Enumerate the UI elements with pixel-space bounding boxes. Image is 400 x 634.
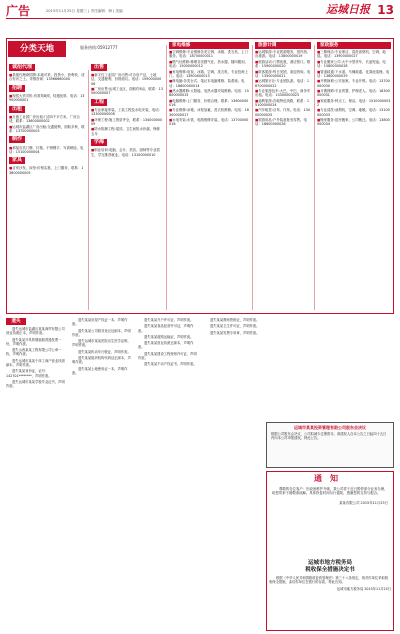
listing-item: [169, 70, 249, 79]
bullet-icon: ■: [169, 59, 173, 64]
bullet-icon: ■: [91, 148, 95, 153]
listing-text: 电脑维修:上门服务，价格合理，联系：13600000016: [169, 98, 249, 107]
bullet-icon: ■: [169, 69, 173, 74]
bullet-icon: ■: [169, 50, 173, 55]
listing-text: 运城市盐湖区厂房出租:交通便利，面积多种，联系：13700000003: [9, 124, 85, 133]
listing-item: [317, 70, 391, 79]
lost-notices-col2: [72, 318, 134, 628]
lost-notice-text: 遗失某某开具的增值税普通发票一份，声明作废。: [6, 337, 62, 346]
notice-body: 尊敬的各位客户：因设备维护升级，我公司将于近日暂停部分业务办理，给您带来不便敬请谅解。具体恢复时间另行通知，感谢您的支持与配合。: [272, 487, 388, 496]
bullet-icon: ■: [91, 117, 95, 122]
lost-notice-text: 遗失某某道路运输证，声明作废。: [144, 334, 194, 339]
shareholder-resolution-ad: [266, 422, 394, 468]
page-number: 13: [377, 3, 394, 17]
category-label: 招聘: [9, 85, 25, 92]
listing-text: 热水器维修:太阳能、电热水器安装维修。电话：15800000015: [169, 88, 249, 98]
listing-item: [91, 118, 163, 127]
listing-text: 万盛工业园厂房出租:门面3千平方米，厂房合适，联系：13600000002: [9, 114, 80, 124]
column-sale: [91, 62, 163, 312]
page-header: [6, 4, 394, 19]
bullet-icon: ■: [91, 108, 95, 112]
category-label: 学海: [91, 139, 107, 146]
listing-item: [255, 79, 311, 88]
listing-item: [91, 148, 163, 157]
bullet-icon: ■: [9, 73, 13, 78]
lost-notices-col3: [138, 318, 200, 628]
listing-text: 家政服务:钟点工、保洁。电话：15100000032: [317, 98, 391, 107]
listing-text: 旅游用品:户外装备批发零售。电话：18600000026: [255, 118, 307, 127]
bullet-icon: ■: [169, 98, 173, 103]
listing-item: [255, 89, 311, 98]
listing-item: [317, 50, 391, 59]
listing-text: 防水防潮工程:屋顶、卫生间防水补漏，保修五年: [91, 127, 160, 136]
listing-text: 旅游活动:门票优惠，酒店预订。联系：15900000020: [255, 59, 311, 69]
lost-notice-text: 遗失运城市某某医院出生医学证明，声明作废。: [72, 339, 131, 348]
listing-item: [255, 70, 311, 79]
bullet-icon: ■: [9, 114, 13, 119]
category-label: 出租: [9, 106, 25, 113]
lost-notice-text: 遗失某某组织机构代码证正副本，声明作废。: [72, 355, 131, 365]
column-appliance-repair: [169, 42, 249, 310]
column-travel: [255, 42, 311, 310]
lost-notice-text: 遗失某某建设工程规划许可证，声明作废。: [138, 351, 197, 360]
lost-notice-text: 遗失某某机动车行驶证，声明作废。: [78, 349, 131, 354]
bullet-icon: ■: [317, 59, 321, 64]
bullet-icon: ■: [255, 59, 259, 64]
lost-notice-text: 遗失某某教师资格证，声明作废。: [210, 318, 260, 322]
listing-item: [317, 99, 391, 108]
listing-text: 搬家服务:居民搬家、公司搬迁。电话：13800000034: [317, 118, 390, 127]
bullet-icon: ■: [255, 79, 259, 84]
listing-text: 运城旅行社:专业团队游。电话：18700000022: [255, 79, 309, 88]
category-label: 诚招代理: [9, 64, 35, 71]
lost-notice-text: 遗失某某身份证，证号：142701********，声明作废。: [6, 369, 52, 378]
lost-notice-text: 遗失运城市盐湖区某某商贸有限公司营业执照正本，声明作废。: [6, 327, 65, 336]
bullet-icon: ■: [317, 79, 321, 84]
listing-text: 现招大货司机:有准驾B照，待遇优厚，电话：13900000001: [9, 94, 85, 103]
bullet-icon: ■: [91, 73, 95, 78]
bullet-icon: ■: [317, 88, 321, 93]
category-header: 旅游计调: [255, 42, 311, 49]
category-label: 工程: [91, 99, 107, 106]
listing-text: 环保工程:施工资质齐全，联系：13400000009: [91, 117, 163, 126]
listing-item: [169, 89, 249, 98]
ad-body: 根据公司股东会决议，公司拟减少注册资本，请债权人自本公告之日起四十五日内向本公司申报债权。特此公告。: [271, 432, 387, 441]
listing-item: [317, 118, 391, 127]
bullet-icon: ■: [9, 94, 13, 99]
category-label: 制作: [9, 136, 25, 143]
bullet-icon: ■: [169, 88, 173, 93]
listing-item: [255, 118, 311, 127]
listing-item: [91, 87, 163, 96]
listing-item: [255, 50, 311, 59]
listing-text: 空调维修:专业维修各类空调、冰箱、洗衣机，上门服务。电话：18700000011: [169, 50, 248, 59]
listing-item: [255, 99, 311, 108]
listing-item: [9, 125, 85, 134]
bullet-icon: ■: [169, 79, 173, 84]
listing-text: 水电安装:水管、电路维修安装。电话：13700000018: [169, 118, 249, 127]
category-label: 出售: [91, 64, 107, 71]
listing-item: [9, 115, 85, 124]
listing-text: 管道疏通:下水道、马桶疏通、化粪池清理。电话：13600000029: [317, 69, 390, 78]
listing-text: 开锁换锁:公安备案，专业开锁。电话：13700000030: [317, 79, 390, 88]
tax-title: 运城市地方税务局 税收保全措施决定书: [305, 560, 355, 573]
listing-item: [9, 166, 85, 175]
listing-text: 修电脑:各类台式、笔记本电脑维修、装系统。电话：18600000014: [169, 79, 245, 88]
listing-item: [255, 60, 311, 69]
listing-item: [91, 127, 163, 136]
lost-notice-text: 遗失某某卫生许可证，声明作废。: [210, 324, 260, 329]
tax-notice: [266, 560, 394, 592]
lost-notice-text: 遗失某某房屋产权证一本，声明作废。: [72, 318, 128, 327]
listing-item: [255, 108, 311, 117]
lost-notice-text: 遗失某某发票专用章，声明作废。: [210, 330, 260, 335]
listing-item: [9, 73, 85, 82]
ad-title: 运城市某某投资管理有限公司股东会决议: [294, 425, 366, 430]
lost-notice-text: 遗失运城市某某学校毕业证书，声明作废。: [6, 379, 65, 389]
lost-notice-text: 遗失某某食品经营许可证，声明作废。: [138, 324, 194, 333]
listing-text: 专业搬家公司:大中小型货车，长途短途。电话：15800000028: [317, 59, 386, 69]
classified-title: 分类天地: [8, 41, 66, 57]
bullet-icon: ■: [317, 69, 321, 74]
listing-text: 散客旅游:每日发团，欢迎咨询。电话：13500000021: [255, 69, 311, 78]
listing-item: [169, 108, 249, 117]
listing-item: [169, 50, 249, 59]
lost-notice-text: 遗失某某营业执照正副本，声明作废。: [138, 341, 194, 350]
listing-item: [169, 60, 249, 69]
lost-notice-label: 遗失: [6, 318, 26, 325]
bullet-icon: ■: [317, 108, 321, 113]
lost-notice-text: 遗失山西某某工程有限公司公章一枚，声明作废。: [6, 348, 62, 357]
tax-body: 根据《中华人民共和国税收征收管理法》第三十八条规定，现对你单位采取税收保全措施，冻结你单位在银行的存款，特此告知。: [269, 575, 389, 584]
bullet-icon: ■: [255, 98, 259, 103]
lost-notice-text: 遗失运城市某某个体工商户营业执照副本，声明作废。: [6, 358, 65, 367]
listing-text: 县级代理商招聘:本地可采、投资小、获利快，适合有识之士。详情咨询：13566660000: [9, 73, 85, 82]
bullet-icon: ■: [317, 50, 321, 55]
listing-text: 专业清洗:油烟机、空调、地暖。电话：13100000033: [317, 108, 390, 117]
listing-text: 家电维修:电视、冰箱、空调、洗衣机，专业技师上门。电话：13900000013: [169, 69, 248, 78]
bullet-icon: ■: [255, 69, 259, 74]
bullet-icon: ■: [169, 108, 173, 113]
listing-item: [169, 79, 249, 88]
listing-text: 福利旅游:各地特色线路，联系：15100000024: [255, 98, 309, 107]
notice-sign: 某某有限公司 2015年11月25日: [339, 500, 388, 505]
listing-item: [317, 108, 391, 117]
tax-sign: 运城市地方税务局 2015年11月25日: [336, 586, 391, 591]
bullet-icon: ■: [91, 127, 95, 132]
column-recruit: [9, 62, 85, 312]
listing-text: 承接各类门牌、灯箱、不锈钢字、写真喷绘，电话：15100000004: [9, 145, 84, 154]
lost-notice-text: 遗失某某不动产权证书，声明作废。: [144, 362, 197, 367]
listing-text: 专业承接家装、工装工程及水电安装，电话：13300000008: [91, 108, 163, 117]
bullet-icon: ■: [255, 118, 259, 122]
newspaper-masthead: 运城日报: [326, 3, 370, 16]
listing-text: 新宇住工业园厂房出售:可办房产证，土地证，交通便利，价格面议。电话：15900000006: [91, 73, 162, 86]
service-hotline: 服务热线:05912777: [80, 45, 118, 50]
listing-text: 专业维修:冰箱、冰柜加氟，洗衣机维修。电话：18300000017: [169, 108, 249, 117]
listing-text: 汽车租赁:自驾、代驾。电话：13400000025: [255, 108, 310, 117]
bullet-icon: ■: [169, 118, 173, 122]
lost-notice-text: 遗失某某公司税务登记证副本，声明作废。: [72, 328, 131, 337]
listing-item: [317, 79, 391, 88]
listing-text: 月嫂保姆:专业育婴、护理老人。电话：18300000031: [317, 88, 390, 98]
listing-item: [317, 89, 391, 98]
bullet-icon: ■: [9, 124, 13, 129]
listing-item: [169, 99, 249, 108]
column-housekeeping: [317, 42, 391, 310]
bullet-icon: ■: [9, 145, 13, 150]
notice-title: 通知: [314, 474, 346, 483]
listing-item: [9, 94, 85, 103]
bullet-icon: ■: [255, 88, 259, 93]
lost-notices-col4: [204, 318, 262, 418]
listing-text: 三鼎保洁:专业保洁，清洗油烟机、空调、地毯。电话：13900000027: [317, 50, 386, 59]
category-label: 家具: [9, 157, 25, 164]
issue-meta: 2015年11月25日 星期三 | 责任编辑：韩 | 美编: [46, 9, 123, 13]
listing-text: 职业培训:电脑、会计、美容、厨师等专业招生，学完推荐就业。电话：13100000010: [91, 148, 160, 157]
listing-text: 厂房出售:运城工业区，面积约8亩，联系：13500000007: [91, 87, 163, 96]
lost-notices-col1: [6, 327, 68, 627]
section-title: 广告: [6, 4, 31, 18]
bullet-icon: ■: [255, 50, 259, 55]
listing-text: 专业旅游包车:大巴、中巴、商务车出租。电话：13300000023: [255, 88, 311, 98]
listing-item: [169, 118, 249, 127]
listing-text: 运城旅游:专业旅游服务，国内游、出境游。电话：13800000019: [255, 50, 311, 59]
bullet-icon: ■: [255, 108, 259, 113]
bullet-icon: ■: [9, 166, 13, 171]
category-header: 家政服务: [317, 42, 391, 49]
bullet-icon: ■: [317, 118, 321, 122]
bullet-icon: ■: [91, 87, 95, 92]
listing-item: [91, 108, 163, 117]
lost-notice-text: 遗失某某开户许可证，声明作废。: [144, 318, 194, 322]
listing-item: [91, 73, 163, 86]
listing-item: [317, 60, 391, 69]
lost-notice-text: 遗失某某土地使用证一本，声明作废。: [72, 366, 128, 375]
category-header: 家电维修: [169, 42, 249, 49]
bullet-icon: ■: [317, 98, 321, 103]
listing-item: [9, 146, 85, 155]
notice-box: [266, 471, 394, 631]
listing-text: 百家沙发、床垫:价格实惠，上门服务，联系：13800000005: [9, 166, 84, 175]
listing-text: 燃气灶维修:修理各类燃气灶、热水器，随叫随到。电话：15000000012: [169, 59, 248, 69]
